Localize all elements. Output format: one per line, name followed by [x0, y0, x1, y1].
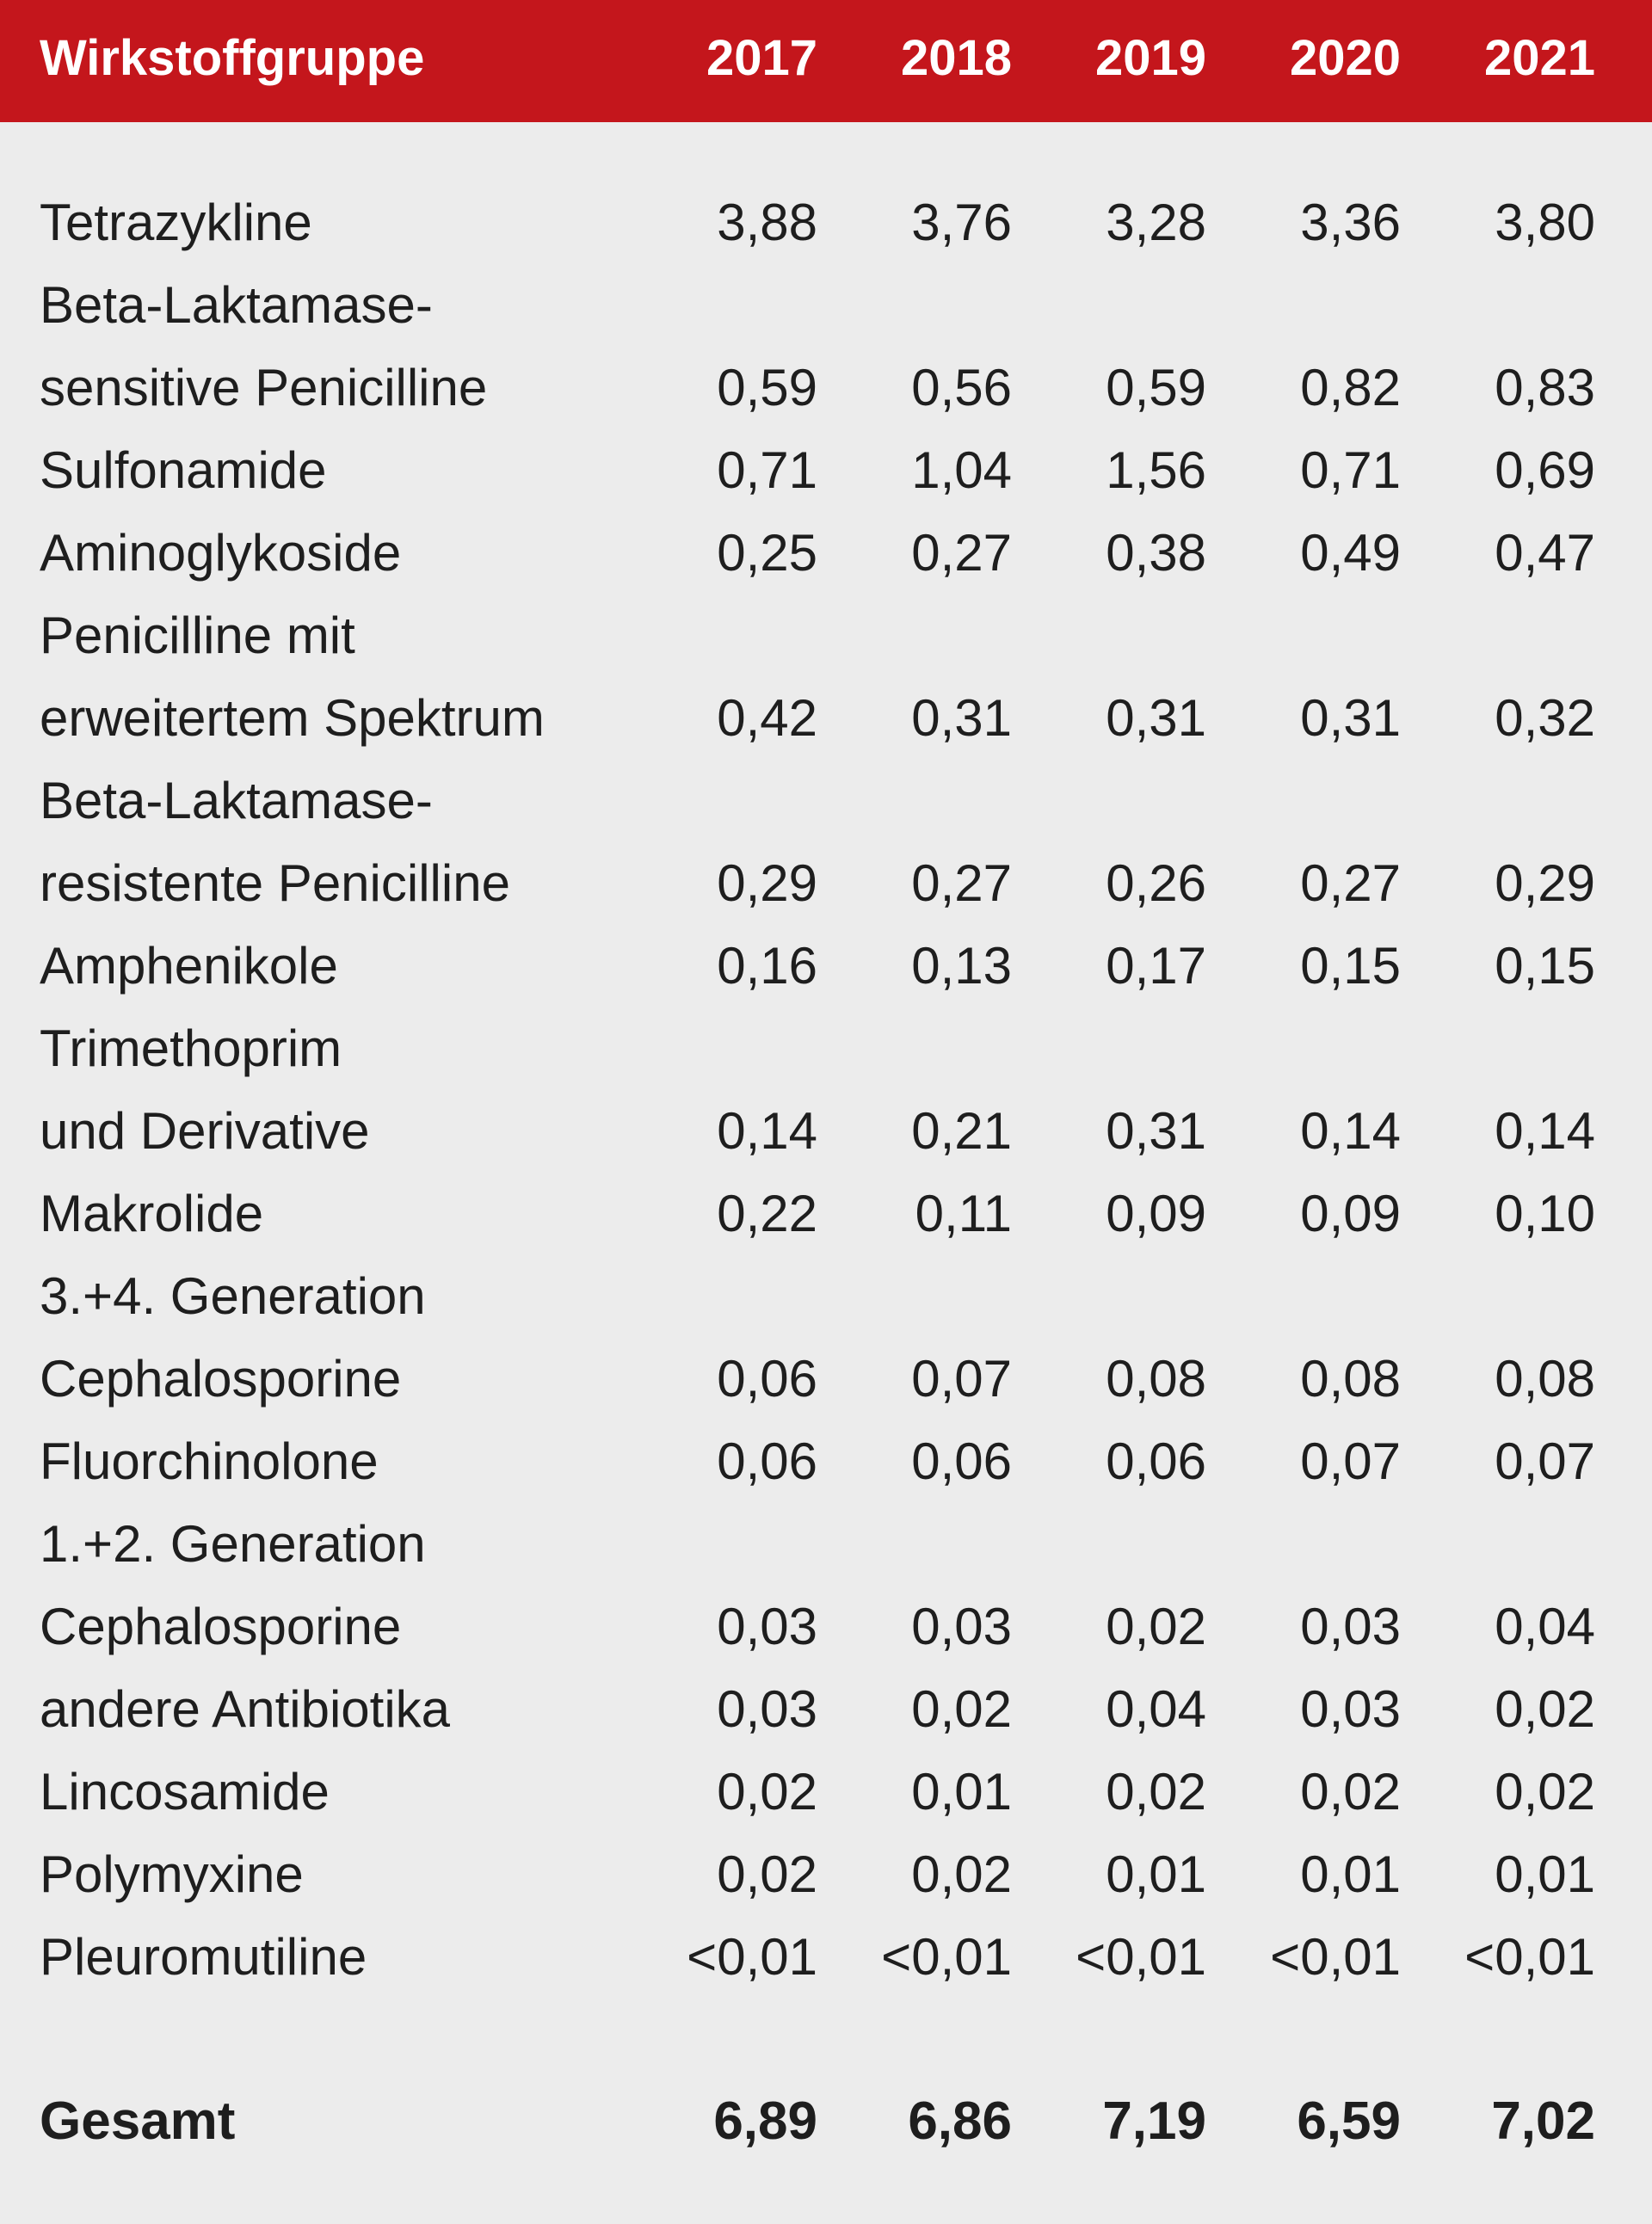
row-value: 0,07: [911, 1350, 1012, 1408]
row-value: 0,06: [1106, 1432, 1206, 1490]
row-value: 1,04: [911, 441, 1012, 499]
row-value: 0,59: [1106, 359, 1206, 416]
row-value: 0,42: [717, 689, 817, 747]
row-label: 3.+4. Generation: [40, 1267, 426, 1325]
table-row: [0, 1668, 1652, 1751]
table-header: [0, 0, 1652, 122]
row-value: 0,17: [1106, 937, 1206, 995]
row-value: 0,09: [1300, 1185, 1401, 1242]
total-value: 6,59: [1297, 2092, 1401, 2151]
row-value: <0,01: [1076, 1928, 1206, 1986]
row-label: und Derivative: [40, 1102, 370, 1160]
row-value: 0,31: [1300, 689, 1401, 747]
table-row: [0, 1255, 1652, 1338]
row-value: 0,59: [717, 359, 817, 416]
row-value: 0,16: [717, 937, 817, 995]
row-label: Beta-Laktamase-: [40, 772, 433, 829]
row-label: Trimethoprim: [40, 1020, 342, 1077]
row-value: 0,14: [1300, 1102, 1401, 1160]
table-row: [0, 677, 1652, 760]
table-row: [0, 1090, 1652, 1173]
table-row: [0, 760, 1652, 842]
row-value: 0,56: [911, 359, 1012, 416]
total-row: [0, 2080, 1652, 2163]
row-label: erweitertem Spektrum: [40, 689, 545, 747]
row-value: 0,02: [911, 1680, 1012, 1738]
row-value: 0,31: [1106, 1102, 1206, 1160]
table-row: [0, 1007, 1652, 1090]
row-label: Tetrazykline: [40, 194, 312, 251]
row-value: 3,80: [1495, 194, 1595, 251]
total-value: 6,89: [713, 2092, 817, 2151]
row-value: 0,08: [1300, 1350, 1401, 1408]
row-value: 0,29: [1495, 854, 1595, 912]
table-row: [0, 1586, 1652, 1668]
row-value: 0,27: [1300, 854, 1401, 912]
row-value: 0,02: [1495, 1763, 1595, 1820]
row-value: 0,02: [1106, 1598, 1206, 1655]
table-row: [0, 1916, 1652, 1999]
row-value: <0,01: [881, 1928, 1012, 1986]
row-value: 0,38: [1106, 524, 1206, 582]
table-row: [0, 429, 1652, 512]
total-label: Gesamt: [40, 2092, 236, 2151]
header-label: Wirkstoffgruppe: [40, 30, 425, 86]
table-row: [0, 1173, 1652, 1255]
table-row: [0, 1833, 1652, 1916]
row-value: 0,01: [1106, 1845, 1206, 1903]
table-row: [0, 182, 1652, 264]
row-label: Sulfonamide: [40, 441, 327, 499]
row-value: 0,26: [1106, 854, 1206, 912]
row-value: 0,02: [717, 1845, 817, 1903]
row-value: 0,47: [1495, 524, 1595, 582]
row-value: 0,13: [911, 937, 1012, 995]
row-value: 3,36: [1300, 194, 1401, 251]
row-value: 3,76: [911, 194, 1012, 251]
row-value: 0,21: [911, 1102, 1012, 1160]
row-value: 0,69: [1495, 441, 1595, 499]
row-value: 0,07: [1300, 1432, 1401, 1490]
table-row: [0, 1751, 1652, 1833]
row-value: 0,83: [1495, 359, 1595, 416]
row-value: 0,32: [1495, 689, 1595, 747]
row-value: 0,06: [717, 1350, 817, 1408]
row-value: 0,01: [911, 1763, 1012, 1820]
header-year: 2019: [1094, 30, 1206, 86]
row-value: 0,22: [717, 1185, 817, 1242]
row-value: 0,08: [1106, 1350, 1206, 1408]
row-value: 0,04: [1495, 1598, 1595, 1655]
row-label: resistente Penicilline: [40, 854, 510, 912]
row-value: 0,03: [911, 1598, 1012, 1655]
header-year: 2021: [1483, 30, 1595, 86]
header-year: 2020: [1289, 30, 1401, 86]
row-value: 0,02: [911, 1845, 1012, 1903]
row-label: sensitive Penicilline: [40, 359, 488, 416]
header-year: 2018: [900, 30, 1012, 86]
row-label: Cephalosporine: [40, 1350, 402, 1408]
row-value: 0,07: [1495, 1432, 1595, 1490]
row-value: 0,03: [1300, 1598, 1401, 1655]
table-row: [0, 264, 1652, 347]
row-value: 0,82: [1300, 359, 1401, 416]
table-row: [0, 842, 1652, 925]
row-label: Lincosamide: [40, 1763, 330, 1820]
row-value: 0,03: [717, 1598, 817, 1655]
total-value: 7,19: [1102, 2092, 1206, 2151]
row-value: 0,71: [1300, 441, 1401, 499]
row-value: 0,02: [1495, 1680, 1595, 1738]
row-value: <0,01: [1270, 1928, 1401, 1986]
row-label: Penicilline mit: [40, 607, 355, 664]
row-value: 0,29: [717, 854, 817, 912]
row-value: 3,28: [1106, 194, 1206, 251]
row-value: 0,10: [1495, 1185, 1595, 1242]
row-value: 0,08: [1495, 1350, 1595, 1408]
row-value: 0,71: [717, 441, 817, 499]
total-value: 6,86: [908, 2092, 1012, 2151]
table-row: [0, 512, 1652, 595]
row-value: 0,02: [717, 1763, 817, 1820]
row-value: 1,56: [1106, 441, 1206, 499]
row-value: <0,01: [1464, 1928, 1595, 1986]
row-value: 0,01: [1300, 1845, 1401, 1903]
row-value: 0,02: [1300, 1763, 1401, 1820]
row-label: Amphenikole: [40, 937, 338, 995]
row-value: 0,03: [717, 1680, 817, 1738]
row-value: 0,27: [911, 524, 1012, 582]
row-value: 0,11: [915, 1185, 1012, 1242]
row-label: andere Antibiotika: [40, 1680, 451, 1738]
row-value: 0,27: [911, 854, 1012, 912]
row-value: 0,02: [1106, 1763, 1206, 1820]
row-value: 0,06: [911, 1432, 1012, 1490]
row-value: 3,88: [717, 194, 817, 251]
row-value: 0,31: [911, 689, 1012, 747]
row-label: Makrolide: [40, 1185, 264, 1242]
header-year: 2017: [706, 30, 817, 86]
row-label: Beta-Laktamase-: [40, 276, 433, 334]
table-row: [0, 1420, 1652, 1503]
row-label: Cephalosporine: [40, 1598, 402, 1655]
row-value: 0,15: [1300, 937, 1401, 995]
row-label: 1.+2. Generation: [40, 1515, 426, 1573]
total-value: 7,02: [1491, 2092, 1595, 2151]
row-value: 0,01: [1495, 1845, 1595, 1903]
table-row: [0, 1503, 1652, 1586]
row-value: 0,25: [717, 524, 817, 582]
row-value: 0,09: [1106, 1185, 1206, 1242]
row-label: Aminoglykoside: [40, 524, 402, 582]
row-value: 0,14: [1495, 1102, 1595, 1160]
table-row: [0, 1338, 1652, 1420]
row-value: 0,49: [1300, 524, 1401, 582]
table-row: [0, 595, 1652, 677]
table-row: [0, 347, 1652, 429]
table-row: [0, 925, 1652, 1007]
row-value: 0,04: [1106, 1680, 1206, 1738]
row-value: <0,01: [687, 1928, 817, 1986]
row-value: 0,06: [717, 1432, 817, 1490]
row-value: 0,15: [1495, 937, 1595, 995]
row-label: Fluorchinolone: [40, 1432, 379, 1490]
row-label: Polymyxine: [40, 1845, 304, 1903]
row-value: 0,31: [1106, 689, 1206, 747]
row-value: 0,14: [717, 1102, 817, 1160]
row-value: 0,03: [1300, 1680, 1401, 1738]
row-label: Pleuromutiline: [40, 1928, 367, 1986]
